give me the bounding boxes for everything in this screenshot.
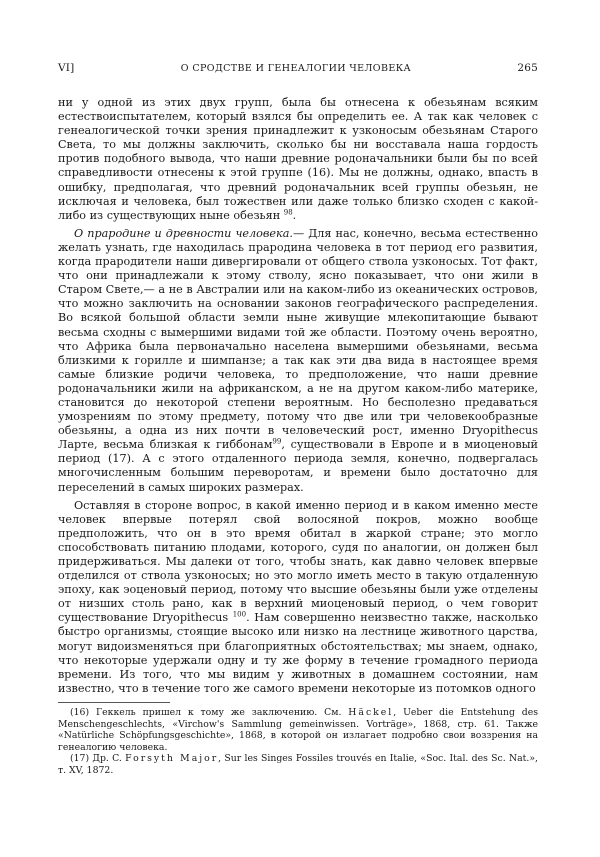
running-title: О СРОДСТВЕ И ГЕНЕАЛОГИИ ЧЕЛОВЕКА — [180, 63, 412, 74]
paragraph-2: О прародине и древности человека.— Для нас, конечно, весьма естественно желать узнать, где находилась прародина человека в тот период его развития, когда прародители наши дивергировали от общего ствола узконосых. Тот факт, что они принадлежали к этому стволу, ясно показывает, что они жили в Старом Свете,— а не в Австралии или на каком-либо из океанических островов, что можно заключить на основании законов географического распределения. Во всякой большой области земли ныне живущие млекопитающие бывают весьма сходны с вымершими видами той же области. Поэтому очень вероятно, что Африка была первоначально населена вымершими обезьянами, весьма близкими к горилле и шимпанзе; а так как эти два вида в настоящее время самые близкие родичи человека, то предположение, что наши древние родоначальники жили на африканском, а не на другом каком-либо материке, становится до некоторой степени вероятным. Но бесполезно предаваться умозрениям по этому предмету, потому что две или три человекообразные обезьяны, а одна из них почти в человеческий рост, именно Dryopithecus Ларте, весьма близкая к гиббонам$^{99}$, существовали в Европе и в миоценовый период (17). А с этого отдаленного периода земля, конечно, подвергалась многочисленным большим переворотам, и времени было достаточно для переселений в самых широких размерах. — [58, 226, 538, 494]
section-heading: О прародине и древности человека. — [74, 226, 293, 240]
endnote-marker: 100 — [232, 610, 247, 619]
footnote-ref: 16 — [311, 166, 327, 180]
footnotes — [58, 707, 538, 777]
book-page — [58, 62, 538, 777]
running-header — [58, 62, 538, 74]
page-number: 265 — [517, 62, 538, 74]
footnote-17: (17) Др. C. Forsyth Major, Sur les Singes Fossiles trouvés en Italie, «Soc. Ital. des Sc. Nat.», т. XV, 1872. — [58, 753, 538, 776]
endnote-marker: 98 — [283, 208, 293, 217]
main-text — [58, 96, 538, 696]
endnote-marker: 99 — [272, 437, 282, 446]
paragraph-1: ни у одной из этих двух групп, была бы отнесена к обезьянам всяким естествоиспытателем, который взялся бы определить ее. А так как человек с генеалогической точки зрения принадлежит к узконосым обезьянам Старого Света, то мы должны заключить, сколько бы ни восставала наша гордость против подобного вывода, что наши древние родоначальники были бы по всей справедливости отнесены к этой группе (16). Мы не должны, однако, впасть в ошибку, предполагая, что древний родоначальник всей группы обезьян, не исключая и человека, был тожествен или даже только близко сходен с какой-либо из существующих ныне обезьян $^{98}$. — [58, 96, 539, 222]
author-name: Häckel — [348, 706, 394, 718]
paragraph-3: Оставляя в стороне вопрос, в какой именно период и в каком именно месте человек впервые потерял свой волосяной покров, можно вообще предположить, что он в это время обитал в жаркой стране; это могло способствовать питанию плодами, которого, судя по аналогии, он должен был придерживаться. Мы далеки от того, чтобы знать, как давно человек впервые отделился от ствола узконосых; но это могло иметь место в такую отдаленную эпоху, как эоценовый период, потому что высшие обезьяны были уже отделены от низших столь рано, как в верхний миоценовый период, о чем говорит существование Dryopithecus $^{100}$. Нам совершенно неизвестно также, насколько быстро организмы, стоящие высоко или низко на лестнице животного царства, могут видоизменяться при благоприятных обстоятельствах; мы знаем, однако, что некоторые удержали одну и ту же форму в течение громадного периода времени. Из того, что мы видим у животных в домашнем состоянии, нам известно, что в течение того же самого времени некоторые из потомков одного — [58, 498, 538, 695]
footnote-divider — [58, 702, 170, 703]
author-name: Forsyth Major — [125, 753, 219, 765]
chapter-number: VI] — [58, 62, 75, 74]
footnote-16: (16) Геккель пришел к тому же заключению. См. Häckel, Ueber die Entstehung des Menschengeschlechts, «Virchow's Sammlung gemeinwissen. Vorträge», 1868, стр. 61. Также «Natürliche Schöpfungsgeschichte», 1868, в которой он излагает подробно свои воззрения на генеалогию человека. — [58, 706, 538, 753]
footnote-ref: 17 — [112, 452, 127, 466]
